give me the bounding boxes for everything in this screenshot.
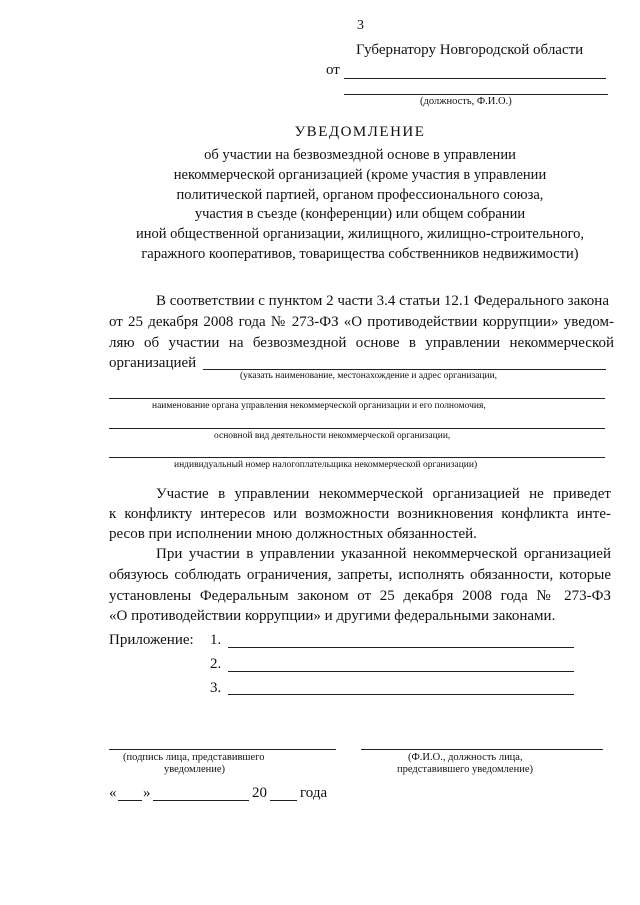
inn-field[interactable] [109, 457, 605, 458]
inn-caption: индивидуальный номер налогоплательщика некоммерческой организации) [174, 460, 478, 470]
position-field[interactable] [344, 94, 608, 95]
month-field[interactable] [153, 800, 249, 801]
paragraph-2-line: к конфликту интересов или возможности возникновения конфликта инте- [109, 506, 611, 522]
name-position-field[interactable] [361, 749, 603, 750]
paragraph-1-line: от 25 декабря 2008 года № 273-ФЗ «О противодействии коррупции» уведом- [109, 314, 614, 330]
year-prefix: 20 [252, 785, 267, 801]
paragraph-1-line: В соответствии с пунктом 2 части 3.4 статьи 12.1 Федерального закона [156, 293, 609, 309]
attachment-number: 1. [210, 632, 222, 648]
activity-caption: основной вид деятельности некоммерческой организации, [214, 431, 451, 441]
signature-caption: уведомление) [164, 764, 226, 775]
year-suffix: года [300, 785, 328, 801]
paragraph-3-line: «О противодействии коррупции» и другими федеральными законами. [109, 608, 556, 624]
date-open-quote: « [109, 785, 117, 801]
name-position-caption: (Ф.И.О., должность лица, [408, 752, 523, 763]
position-caption: (должность, Ф.И.О.) [420, 96, 512, 107]
year-field[interactable] [270, 800, 297, 801]
subtitle-line: политической партией, органом профессионального союза, [176, 186, 544, 203]
paragraph-3-line: обязуюсь соблюдать ограничения, запреты, исполнять обязанности, которые [109, 567, 611, 583]
signature-caption: (подпись лица, представившего [123, 752, 265, 763]
governing-body-caption: наименование органа управления некоммерческой организации и его полномочия, [152, 401, 486, 411]
document-subtitle [80, 146, 640, 265]
addressee: Губернатору Новгородской области [356, 42, 584, 58]
subtitle-line: гаражного кооперативов, товарищества собственников недвижимости) [141, 245, 579, 262]
organization-name-field[interactable] [203, 369, 606, 370]
attachment-number: 2. [210, 656, 222, 672]
name-position-caption: представившего уведомление) [397, 764, 533, 775]
paragraph-1-line: организацией [109, 355, 197, 371]
paragraph-2-line: Участие в управлении некоммерческой организацией не приведет [156, 486, 611, 502]
attachment-field-3[interactable] [228, 694, 574, 695]
subtitle-line: об участии на безвозмездной основе в управлении [204, 147, 516, 163]
day-field[interactable] [118, 800, 142, 801]
attachments-label: Приложение: [109, 632, 194, 648]
subtitle-line: иной общественной организации, жилищного, жилищно-строительного, [135, 226, 585, 243]
attachment-field-1[interactable] [228, 647, 574, 648]
paragraph-2-line: ресов при исполнении мною должностных обязанностей. [109, 526, 477, 542]
governing-body-field[interactable] [109, 398, 605, 399]
attachment-field-2[interactable] [228, 671, 574, 672]
page-number: 3 [357, 18, 364, 33]
signature-field[interactable] [109, 749, 336, 750]
activity-field[interactable] [109, 428, 605, 429]
organization-name-caption: (указать наименование, местонахождение и адрес организации, [240, 371, 498, 381]
paragraph-1-line: ляю об участии на безвозмездной основе в управлении некоммерческой [109, 335, 614, 351]
from-label: от [326, 62, 340, 78]
attachment-number: 3. [210, 680, 222, 696]
document-title: УВЕДОМЛЕНИЕ [294, 124, 426, 140]
date-close-quote: » [143, 785, 151, 801]
subtitle-line: участия в съезде (конференции) или общем собрании [194, 206, 526, 223]
subtitle-line: некоммерческой организацией (кроме участия в управлении [173, 166, 547, 183]
paragraph-3-line: При участии в управлении указанной некоммерческой организацией [156, 546, 611, 562]
paragraph-3-line: установлены Федеральным законом от 25 декабря 2008 года № 273-ФЗ [109, 588, 611, 604]
from-field[interactable] [344, 78, 606, 79]
